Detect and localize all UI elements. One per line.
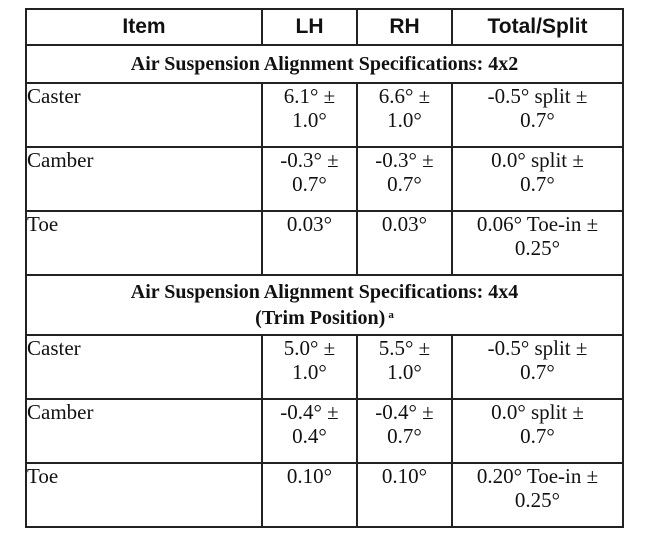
section-subtitle-line — [27, 304, 622, 330]
row-item: Toe — [26, 463, 262, 527]
row-lh: 0.03° — [262, 211, 357, 275]
row-rh: 0.03° — [357, 211, 452, 275]
row-item: Caster — [26, 335, 262, 399]
table-row — [26, 147, 623, 211]
row-lh: 6.1° ± 1.0° — [262, 83, 357, 147]
footnote-marker: a — [388, 308, 394, 321]
row-rh: 6.6° ± 1.0° — [357, 83, 452, 147]
row-item: Caster — [26, 83, 262, 147]
row-rh: 5.5° ± 1.0° — [357, 335, 452, 399]
row-total: -0.5° split ± 0.7° — [452, 83, 623, 147]
header-rh: RH — [357, 9, 452, 45]
section-subtitle: (Trim Position) — [255, 306, 386, 329]
table-row — [26, 463, 623, 527]
table-row — [26, 399, 623, 463]
row-total: 0.0° split ± 0.7° — [452, 399, 623, 463]
row-item: Camber — [26, 399, 262, 463]
section-title-block — [26, 275, 623, 335]
row-lh: -0.4° ± 0.4° — [262, 399, 357, 463]
alignment-spec-table — [25, 8, 624, 528]
row-total: -0.5° split ± 0.7° — [452, 335, 623, 399]
header-total-split: Total/Split — [452, 9, 623, 45]
section-title: Air Suspension Alignment Specifications: 4x4 — [130, 280, 519, 303]
row-lh: -0.3° ± 0.7° — [262, 147, 357, 211]
row-item: Camber — [26, 147, 262, 211]
section-title: Air Suspension Alignment Specifications: 4x2 — [26, 45, 623, 83]
row-total: 0.06° Toe-in ± 0.25° — [452, 211, 623, 275]
table-header-row — [26, 9, 623, 45]
table-row — [26, 211, 623, 275]
row-lh: 0.10° — [262, 463, 357, 527]
header-lh: LH — [262, 9, 357, 45]
row-rh: 0.10° — [357, 463, 452, 527]
header-item: Item — [26, 9, 262, 45]
row-total: 0.0° split ± 0.7° — [452, 147, 623, 211]
row-item: Toe — [26, 211, 262, 275]
row-rh: -0.3° ± 0.7° — [357, 147, 452, 211]
section-header-4x4 — [26, 275, 623, 335]
section-header-4x2 — [26, 45, 623, 83]
table-row — [26, 335, 623, 399]
row-total: 0.20° Toe-in ± 0.25° — [452, 463, 623, 527]
row-lh: 5.0° ± 1.0° — [262, 335, 357, 399]
table-row — [26, 83, 623, 147]
row-rh: -0.4° ± 0.7° — [357, 399, 452, 463]
